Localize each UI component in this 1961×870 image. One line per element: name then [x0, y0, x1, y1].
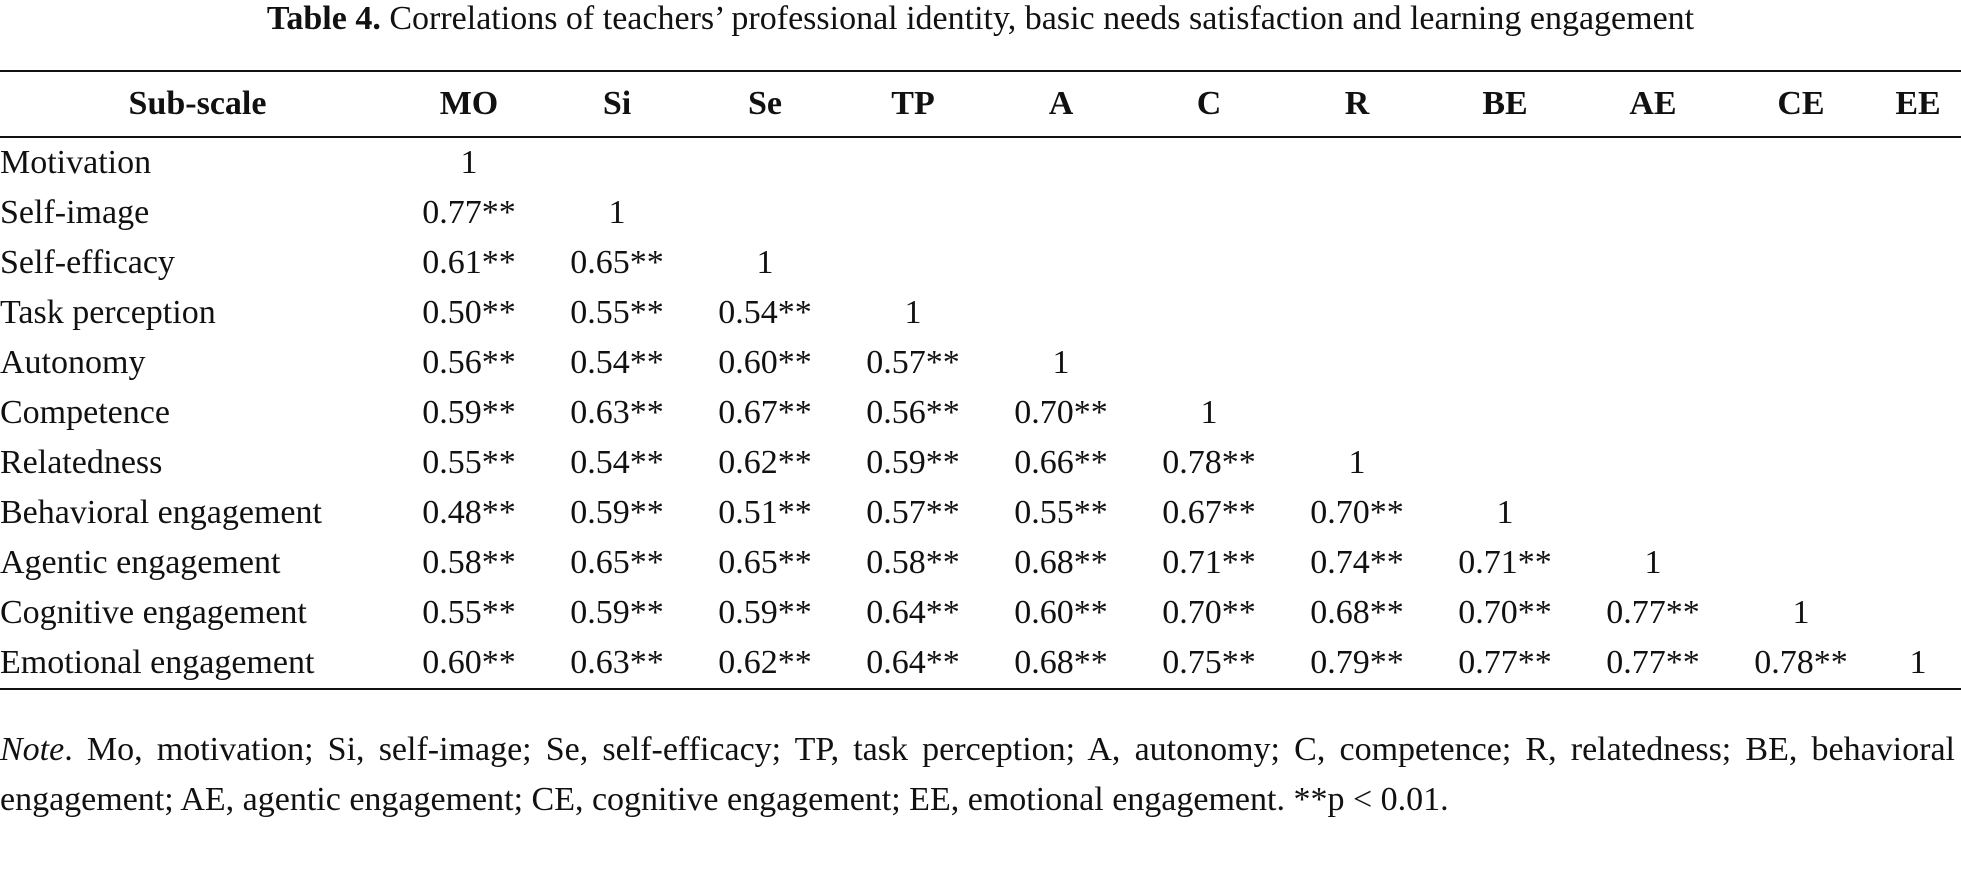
- correlation-cell: 0.63**: [570, 644, 664, 681]
- correlation-cell: 0.55**: [1014, 494, 1108, 531]
- table-caption-text: Correlations of teachers’ professional identity, basic needs satisfaction and learning engagement: [389, 0, 1695, 37]
- empty-cell: [1875, 438, 1961, 488]
- correlation-cell: 1: [1909, 644, 1927, 681]
- empty-cell: [1135, 188, 1283, 238]
- empty-cell: [1875, 538, 1961, 588]
- empty-cell: [1875, 588, 1961, 638]
- correlation-cell: 0.59**: [570, 594, 664, 631]
- correlation-cell: 0.77**: [1458, 644, 1552, 681]
- correlation-cell: 0.55**: [422, 594, 516, 631]
- empty-cell: [1283, 188, 1431, 238]
- column-header-tp: TP: [891, 85, 935, 122]
- correlation-cell: 0.55**: [570, 294, 664, 331]
- table-row: [0, 338, 1961, 388]
- empty-cell: [987, 188, 1135, 238]
- empty-cell: [1579, 388, 1727, 438]
- correlation-cell: 0.54**: [718, 294, 812, 331]
- correlation-cell: 1: [756, 244, 774, 281]
- correlation-cell: 1: [608, 194, 626, 231]
- empty-cell: [691, 137, 839, 188]
- correlation-cell: 1: [1792, 594, 1810, 631]
- column-header-be: BE: [1482, 85, 1528, 122]
- column-header-r: R: [1344, 85, 1370, 122]
- row-label: Autonomy: [0, 344, 146, 381]
- empty-cell: [1579, 488, 1727, 538]
- column-header-mo: MO: [439, 85, 499, 122]
- table-caption: [0, 0, 1961, 40]
- correlation-cell: 0.78**: [1754, 644, 1848, 681]
- correlation-cell: 0.57**: [866, 494, 960, 531]
- empty-cell: [1579, 188, 1727, 238]
- empty-cell: [1135, 338, 1283, 388]
- table-row: [0, 538, 1961, 588]
- correlation-cell: 0.60**: [1014, 594, 1108, 631]
- empty-cell: [1431, 388, 1579, 438]
- empty-cell: [1431, 238, 1579, 288]
- empty-cell: [1431, 188, 1579, 238]
- empty-cell: [1579, 338, 1727, 388]
- correlation-cell: 0.58**: [422, 544, 516, 581]
- correlation-cell: 0.67**: [718, 394, 812, 431]
- correlation-cell: 0.74**: [1310, 544, 1404, 581]
- correlation-cell: 0.77**: [1606, 644, 1700, 681]
- correlation-cell: 0.62**: [718, 644, 812, 681]
- empty-cell: [987, 137, 1135, 188]
- column-header-c: C: [1196, 85, 1222, 122]
- table-row: [0, 137, 1961, 188]
- empty-cell: [1727, 238, 1875, 288]
- empty-cell: [987, 238, 1135, 288]
- column-header-si: Si: [602, 85, 632, 122]
- correlation-cell: 0.77**: [1606, 594, 1700, 631]
- empty-cell: [1431, 338, 1579, 388]
- correlation-cell: 0.59**: [422, 394, 516, 431]
- empty-cell: [1727, 488, 1875, 538]
- empty-cell: [1135, 137, 1283, 188]
- empty-cell: [1579, 137, 1727, 188]
- table-header-row: [0, 71, 1961, 137]
- table-row: [0, 588, 1961, 638]
- row-label: Competence: [0, 394, 170, 431]
- correlation-cell: 1: [904, 294, 922, 331]
- empty-cell: [1727, 137, 1875, 188]
- correlation-cell: 0.70**: [1014, 394, 1108, 431]
- empty-cell: [1875, 388, 1961, 438]
- table-body: [0, 137, 1961, 689]
- correlation-cell: 0.54**: [570, 444, 664, 481]
- column-header-sub-scale: Sub-scale: [128, 85, 267, 122]
- empty-cell: [1727, 288, 1875, 338]
- table-caption-label: Table 4.: [266, 0, 381, 37]
- table-row: [0, 238, 1961, 288]
- correlation-cell: 0.77**: [422, 194, 516, 231]
- table-row: [0, 388, 1961, 438]
- row-label: Task perception: [0, 294, 216, 331]
- correlation-cell: 0.62**: [718, 444, 812, 481]
- correlation-cell: 0.65**: [718, 544, 812, 581]
- correlation-cell: 0.56**: [422, 344, 516, 381]
- correlation-cell: 0.63**: [570, 394, 664, 431]
- empty-cell: [1431, 288, 1579, 338]
- correlation-table: [0, 70, 1961, 690]
- row-label: Behavioral engagement: [0, 494, 322, 531]
- correlation-cell: 0.79**: [1310, 644, 1404, 681]
- correlation-cell: 0.64**: [866, 644, 960, 681]
- row-label: Relatedness: [0, 444, 163, 481]
- empty-cell: [839, 238, 987, 288]
- correlation-cell: 0.65**: [570, 244, 664, 281]
- empty-cell: [1431, 137, 1579, 188]
- row-label: Motivation: [0, 144, 152, 181]
- empty-cell: [1727, 388, 1875, 438]
- table-row: [0, 638, 1961, 689]
- table-note-text: . Mo, motivation; Si, self-image; Se, self-efficacy; TP, task perception; A, autonomy; C, competence; R, relatedness; BE, behavioral engagement; AE, agentic engagement; CE, cognitive engagement; EE, emotional engagement. **p < 0.01.: [0, 731, 1955, 818]
- correlation-cell: 0.58**: [866, 544, 960, 581]
- table-row: [0, 488, 1961, 538]
- empty-cell: [987, 288, 1135, 338]
- table-note-lead: Note: [0, 731, 65, 768]
- column-header-se: Se: [748, 85, 782, 122]
- correlation-cell: 0.57**: [866, 344, 960, 381]
- correlation-cell: 0.54**: [570, 344, 664, 381]
- column-header-ce: CE: [1777, 85, 1825, 122]
- correlation-cell: 0.70**: [1458, 594, 1552, 631]
- correlation-cell: 1: [1348, 444, 1366, 481]
- empty-cell: [1727, 338, 1875, 388]
- correlation-cell: 0.71**: [1162, 544, 1256, 581]
- empty-cell: [1135, 288, 1283, 338]
- correlation-cell: 0.50**: [422, 294, 516, 331]
- table-row: [0, 438, 1961, 488]
- correlation-cell: 0.66**: [1014, 444, 1108, 481]
- empty-cell: [1875, 137, 1961, 188]
- table-row: [0, 188, 1961, 238]
- empty-cell: [1283, 288, 1431, 338]
- correlation-cell: 0.56**: [866, 394, 960, 431]
- empty-cell: [839, 188, 987, 238]
- correlation-cell: 0.55**: [422, 444, 516, 481]
- correlation-cell: 1: [1644, 544, 1662, 581]
- correlation-cell: 1: [1200, 394, 1218, 431]
- correlation-cell: 0.68**: [1014, 544, 1108, 581]
- correlation-cell: 0.64**: [866, 594, 960, 631]
- empty-cell: [1283, 238, 1431, 288]
- row-label: Self-image: [0, 194, 150, 231]
- row-label: Self-efficacy: [0, 244, 175, 281]
- empty-cell: [1875, 338, 1961, 388]
- correlation-cell: 0.71**: [1458, 544, 1552, 581]
- correlation-cell: 0.68**: [1014, 644, 1108, 681]
- table-note: [0, 725, 1955, 825]
- empty-cell: [1727, 438, 1875, 488]
- empty-cell: [1283, 388, 1431, 438]
- empty-cell: [1875, 488, 1961, 538]
- correlation-cell: 0.68**: [1310, 594, 1404, 631]
- correlation-cell: 0.60**: [422, 644, 516, 681]
- empty-cell: [1727, 538, 1875, 588]
- correlation-cell: 0.65**: [570, 544, 664, 581]
- correlation-cell: 0.70**: [1310, 494, 1404, 531]
- correlation-cell: 0.70**: [1162, 594, 1256, 631]
- empty-cell: [1579, 288, 1727, 338]
- empty-cell: [1875, 238, 1961, 288]
- column-header-ee: EE: [1895, 85, 1941, 122]
- correlation-cell: 1: [460, 144, 478, 181]
- correlation-cell: 0.59**: [866, 444, 960, 481]
- column-header-a: A: [1048, 85, 1074, 122]
- correlation-cell: 0.60**: [718, 344, 812, 381]
- empty-cell: [1875, 288, 1961, 338]
- correlation-cell: 0.48**: [422, 494, 516, 531]
- empty-cell: [839, 137, 987, 188]
- empty-cell: [1727, 188, 1875, 238]
- correlation-cell: 0.59**: [718, 594, 812, 631]
- table-row: [0, 288, 1961, 338]
- row-label: Cognitive engagement: [0, 594, 307, 631]
- correlation-cell: 0.61**: [422, 244, 516, 281]
- correlation-cell: 0.75**: [1162, 644, 1256, 681]
- column-header-ae: AE: [1629, 85, 1677, 122]
- empty-cell: [1283, 338, 1431, 388]
- empty-cell: [1579, 238, 1727, 288]
- correlation-cell: 0.51**: [718, 494, 812, 531]
- empty-cell: [691, 188, 839, 238]
- empty-cell: [1579, 438, 1727, 488]
- row-label: Agentic engagement: [0, 544, 281, 581]
- correlation-cell: 1: [1496, 494, 1514, 531]
- empty-cell: [543, 137, 691, 188]
- correlation-cell: 0.78**: [1162, 444, 1256, 481]
- correlation-cell: 0.59**: [570, 494, 664, 531]
- correlation-cell: 1: [1052, 344, 1070, 381]
- empty-cell: [1135, 238, 1283, 288]
- empty-cell: [1283, 137, 1431, 188]
- correlation-cell: 0.67**: [1162, 494, 1256, 531]
- empty-cell: [1431, 438, 1579, 488]
- row-label: Emotional engagement: [0, 644, 315, 681]
- empty-cell: [1875, 188, 1961, 238]
